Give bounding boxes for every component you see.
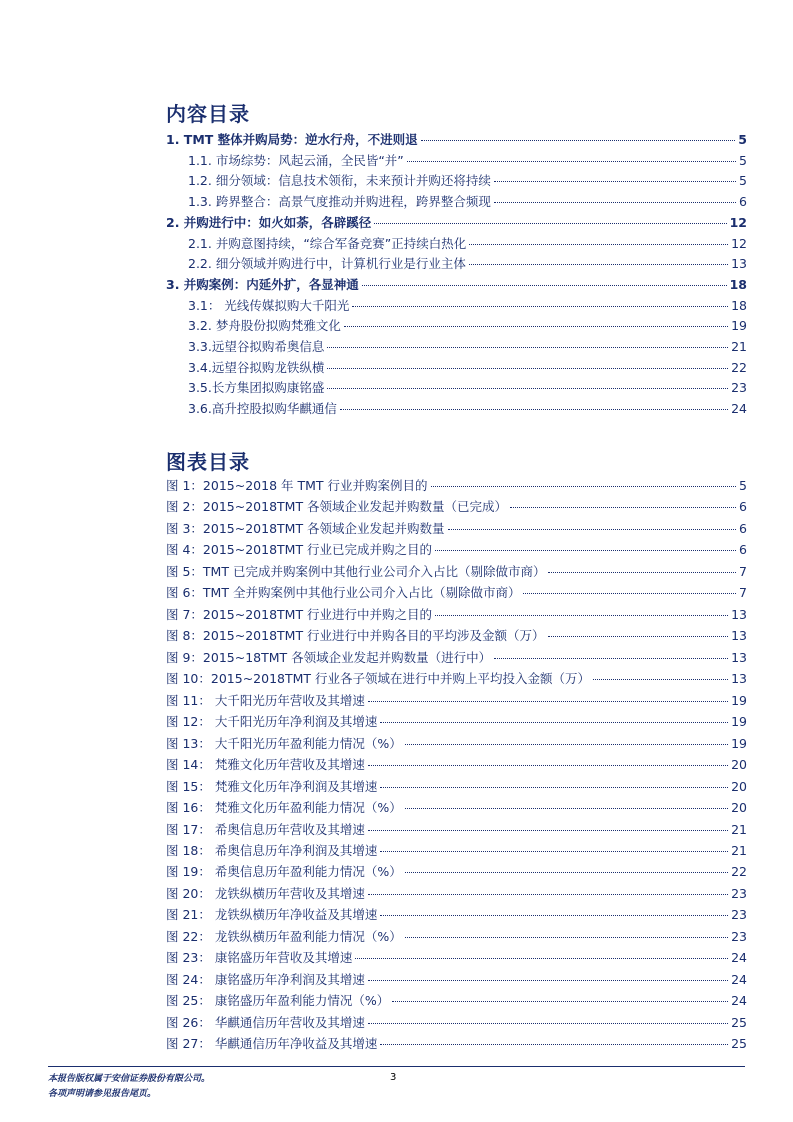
dot-leader — [327, 347, 728, 348]
figure-entry[interactable] — [166, 734, 747, 752]
toc-entry[interactable] — [188, 296, 747, 314]
toc-entry-title: 1. TMT 整体并购局势：逆水行舟，不进则退 — [166, 132, 418, 147]
figure-entry[interactable] — [166, 884, 747, 902]
dot-leader — [380, 915, 728, 916]
toc-entry[interactable] — [166, 275, 747, 293]
figure-entry-title: 图 7：2015~2018TMT 行业进行中并购之目的 — [166, 606, 433, 622]
figure-entry-page: 19 — [731, 692, 747, 708]
dot-leader — [494, 658, 728, 659]
figure-entry[interactable] — [166, 669, 747, 687]
figure-entry-title: 图 3：2015~2018TMT 各领域企业发起并购数量 — [166, 520, 445, 536]
toc-entry[interactable] — [188, 378, 747, 396]
figure-entry-page: 20 — [731, 800, 747, 816]
toc-entry-page: 21 — [731, 339, 747, 354]
page-number: 3 — [390, 1072, 397, 1083]
figure-entry[interactable] — [166, 583, 747, 601]
toc-entry-page: 24 — [731, 401, 747, 417]
figure-entry[interactable] — [166, 862, 747, 880]
toc-entry-page: 13 — [731, 256, 747, 272]
dot-leader — [362, 285, 727, 286]
toc-entry-title: 1.1. 市场综势：风起云涌，全民皆“并” — [188, 152, 404, 168]
toc-entry[interactable] — [188, 171, 747, 189]
figure-entry-title: 图 20： 龙铁纵横历年营收及其增速 — [166, 885, 365, 901]
toc-entry-title: 3.4.远望谷拟购龙铁纵横 — [188, 359, 325, 375]
toc-entry-title: 2. 并购进行中：如火如荼，各辟蹊径 — [166, 214, 372, 230]
dot-leader — [405, 872, 728, 873]
figure-entry[interactable] — [166, 519, 747, 537]
figure-entry-title: 图 4：2015~2018TMT 行业已完成并购之目的 — [166, 542, 433, 558]
dot-leader — [380, 722, 728, 723]
figure-entry[interactable] — [166, 540, 747, 558]
dot-leader — [327, 368, 728, 369]
figure-entry[interactable] — [166, 991, 747, 1009]
dot-leader — [368, 830, 728, 831]
toc-entry-page: 23 — [731, 380, 747, 396]
toc-entry-page: 6 — [739, 194, 747, 210]
figure-entry[interactable] — [166, 927, 747, 945]
figure-entry-page: 21 — [731, 821, 747, 837]
figure-entry[interactable] — [166, 497, 747, 515]
dot-leader — [380, 851, 728, 852]
toc-entry[interactable] — [166, 213, 747, 231]
figure-entry-page: 24 — [731, 950, 747, 966]
dot-leader — [469, 244, 728, 245]
dot-leader — [593, 679, 728, 680]
toc-entry-title: 3.1： 光线传媒拟购大千阳光 — [188, 297, 350, 313]
figure-entry-title: 图 24： 康铭盛历年净利润及其增速 — [166, 971, 365, 987]
figure-entry[interactable] — [166, 1013, 747, 1031]
figure-entry-page: 6 — [739, 499, 747, 515]
figure-entry[interactable] — [166, 755, 747, 773]
toc-entry[interactable] — [188, 358, 747, 376]
figure-entry-page: 25 — [731, 1014, 747, 1030]
figure-entry-title: 图 25： 康铭盛历年盈利能力情况（%） — [166, 993, 390, 1009]
figure-entry-title: 图 5：TMT 已完成并购案例中其他行业公司介入占比（剔除做市商） — [166, 563, 546, 579]
figure-entry-page: 13 — [731, 649, 747, 665]
toc-entry[interactable] — [188, 337, 747, 355]
figure-entry-page: 19 — [731, 714, 747, 730]
toc-entry[interactable] — [188, 399, 747, 417]
toc-entry-title: 3.2. 梦舟股份拟购梵雅文化 — [188, 318, 341, 334]
toc-entry-title: 1.2. 细分领域：信息技术领衔，未来预计并购还将持续 — [188, 173, 491, 189]
figure-entry-title: 图 19： 希奥信息历年盈利能力情况（%） — [166, 864, 402, 880]
figure-entry-title: 图 1：2015~2018 年 TMT 行业并购案例目的 — [166, 478, 428, 493]
toc-entry-page: 5 — [739, 173, 747, 189]
figure-entry-page: 7 — [739, 563, 747, 579]
figure-entry-title: 图 18： 希奥信息历年净利润及其增速 — [166, 842, 378, 858]
figure-entry[interactable] — [166, 476, 747, 494]
dot-leader — [469, 264, 728, 265]
dot-leader — [327, 388, 728, 389]
figure-entry[interactable] — [166, 970, 747, 988]
toc-entry-page: 12 — [729, 214, 747, 230]
figure-entry[interactable] — [166, 648, 747, 666]
figure-entry-page: 13 — [731, 671, 747, 687]
figure-entry-page: 24 — [731, 993, 747, 1009]
figure-entry-page: 6 — [739, 542, 747, 558]
dot-leader — [368, 701, 728, 702]
footer-disclaimer: 各项声明请参见报告尾页。 — [48, 1089, 157, 1099]
dot-leader — [510, 507, 736, 508]
figure-entry-page: 24 — [731, 971, 747, 987]
dot-leader — [405, 808, 728, 809]
figure-entry-page: 13 — [731, 628, 747, 644]
toc-entry-page: 18 — [731, 297, 747, 313]
toc-entry[interactable] — [188, 254, 747, 272]
dot-leader — [368, 1023, 728, 1024]
toc-entry-page: 18 — [729, 276, 747, 292]
toc-entry-page: 5 — [739, 152, 747, 168]
figure-entry[interactable] — [166, 798, 747, 816]
figure-entry-page: 21 — [731, 842, 747, 858]
figure-entry-title: 图 14： 梵雅文化历年营收及其增速 — [166, 757, 365, 773]
footer-copyright: 本报告版权属于安信证券股份有限公司。 — [48, 1074, 211, 1084]
figure-entry[interactable] — [166, 1034, 747, 1052]
figure-entry-title: 图 21： 龙铁纵横历年净收益及其增速 — [166, 907, 378, 923]
dot-leader — [494, 202, 736, 203]
toc-entry-page: 5 — [738, 132, 747, 147]
figure-entry-page: 23 — [731, 885, 747, 901]
toc-entry[interactable] — [188, 151, 747, 169]
dot-leader — [435, 550, 736, 551]
toc-entry-title: 2.2. 细分领域并购进行中，计算机行业是行业主体 — [188, 256, 466, 272]
figure-entry-title: 图 17： 希奥信息历年营收及其增速 — [166, 821, 365, 837]
toc-entry-page: 22 — [731, 359, 747, 375]
dot-leader — [380, 1044, 728, 1045]
figure-entry-page: 19 — [731, 735, 747, 751]
dot-leader — [340, 409, 728, 410]
figure-entry-title: 图 13： 大千阳光历年盈利能力情况（%） — [166, 735, 402, 751]
toc-entry[interactable] — [188, 234, 747, 252]
dot-leader — [431, 486, 737, 487]
dot-leader — [405, 937, 728, 938]
figure-entry-title: 图 8：2015~2018TMT 行业进行中并购各目的平均涉及金额（万） — [166, 628, 545, 644]
dot-leader — [421, 140, 736, 141]
dot-leader — [548, 636, 729, 637]
toc-entry[interactable] — [166, 130, 747, 148]
dot-leader — [435, 615, 728, 616]
toc-entry-title: 1.3. 跨界整合：高景气度推动并购进程，跨界整合频现 — [188, 194, 491, 210]
figure-entry-title: 图 16： 梵雅文化历年盈利能力情况（%） — [166, 800, 402, 816]
figure-entry[interactable] — [166, 820, 747, 838]
dot-leader — [368, 765, 728, 766]
figure-entry-title: 图 12： 大千阳光历年净利润及其增速 — [166, 714, 378, 730]
figure-entry-page: 23 — [731, 907, 747, 923]
figure-entry-page: 20 — [731, 757, 747, 773]
figure-entry-title: 图 26： 华麒通信历年营收及其增速 — [166, 1014, 365, 1030]
figure-entry-page: 5 — [739, 478, 747, 493]
toc-entry[interactable] — [188, 192, 747, 210]
dot-leader — [352, 306, 728, 307]
figure-entry[interactable] — [166, 712, 747, 730]
figures-heading: 图表目录 — [166, 450, 250, 474]
figure-entry-page: 6 — [739, 520, 747, 536]
figure-entry[interactable] — [166, 948, 747, 966]
toc-entry-title: 3.5.长方集团拟购康铭盛 — [188, 380, 325, 396]
figure-entry-title: 图 10：2015~2018TMT 行业各子领域在进行中并购上平均投入金额（万） — [166, 671, 591, 687]
dot-leader — [355, 958, 728, 959]
figure-entry-title: 图 2：2015~2018TMT 各领域企业发起并购数量（已完成） — [166, 499, 508, 515]
figure-entry-title: 图 15： 梵雅文化历年净利润及其增速 — [166, 778, 378, 794]
figure-entry-page: 13 — [731, 606, 747, 622]
figure-entry-title: 图 23： 康铭盛历年营收及其增速 — [166, 950, 353, 966]
dot-leader — [368, 980, 728, 981]
dot-leader — [344, 326, 728, 327]
toc-entry-title: 3. 并购案例：内延外扩，各显神通 — [166, 276, 359, 292]
dot-leader — [368, 894, 728, 895]
toc-entry-title: 3.3.远望谷拟购希奥信息 — [188, 339, 325, 354]
figure-entry-title: 图 11： 大千阳光历年营收及其增速 — [166, 692, 365, 708]
figure-entry-page: 22 — [731, 864, 747, 880]
dot-leader — [374, 223, 726, 224]
figure-entry[interactable] — [166, 905, 747, 923]
dot-leader — [405, 744, 728, 745]
dot-leader — [392, 1001, 728, 1002]
figure-entry[interactable] — [166, 626, 747, 644]
dot-leader — [448, 529, 736, 530]
dot-leader — [407, 161, 736, 162]
figure-entry-title: 图 6：TMT 全并购案例中其他行业公司介入占比（剔除做市商） — [166, 585, 521, 601]
toc-entry-title: 2.1. 并购意图持续，“综合军备竞赛”正持续白热化 — [188, 235, 467, 251]
toc-entry-title: 3.6.高升控股拟购华麒通信 — [188, 401, 337, 417]
figure-entry[interactable] — [166, 691, 747, 709]
figure-entry[interactable] — [166, 605, 747, 623]
figure-entry[interactable] — [166, 777, 747, 795]
dot-leader — [548, 572, 736, 573]
figure-entry[interactable] — [166, 562, 747, 580]
footer-divider — [48, 1066, 745, 1067]
dot-leader — [494, 181, 736, 182]
figure-entry-title: 图 22： 龙铁纵横历年盈利能力情况（%） — [166, 928, 402, 944]
figure-entry-page: 7 — [739, 585, 747, 601]
toc-entry-page: 12 — [731, 235, 747, 251]
toc-entry-page: 19 — [731, 318, 747, 334]
figure-entry-title: 图 9：2015~18TMT 各领域企业发起并购数量（进行中） — [166, 649, 492, 665]
figure-entry[interactable] — [166, 841, 747, 859]
figure-entry-page: 20 — [731, 778, 747, 794]
toc-entry[interactable] — [188, 316, 747, 334]
figure-entry-page: 25 — [731, 1036, 747, 1052]
dot-leader — [380, 787, 728, 788]
toc-heading: 内容目录 — [166, 102, 250, 126]
figure-entry-title: 图 27： 华麒通信历年净收益及其增速 — [166, 1036, 378, 1052]
figure-entry-page: 23 — [731, 928, 747, 944]
dot-leader — [523, 593, 736, 594]
